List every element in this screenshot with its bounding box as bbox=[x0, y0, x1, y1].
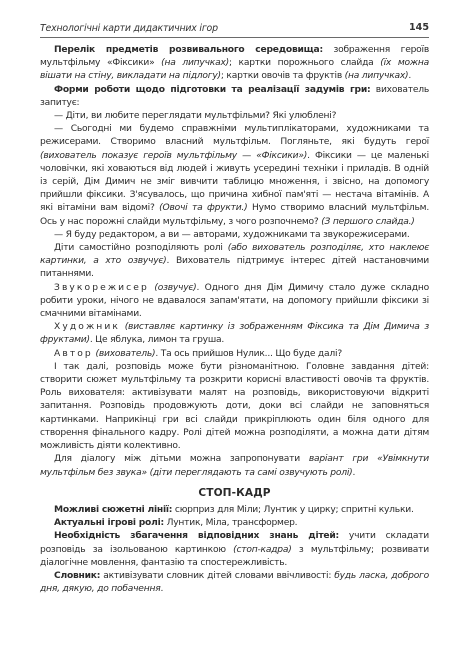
italic-run: (стоп-кадра) bbox=[233, 544, 292, 555]
role-name: Автор bbox=[54, 348, 93, 359]
dialogue-line: — Я буду редактором, а ви — авторами, художниками та звукорежисерами. bbox=[54, 229, 410, 240]
text-run: . Це яблука, лимон та груша. bbox=[89, 335, 225, 346]
running-header bbox=[40, 22, 429, 38]
work-forms-paragraph bbox=[40, 84, 429, 110]
vocabulary-label: Словник: bbox=[54, 570, 101, 581]
text-run: . Та ось прийшов Нулик... Що буде далі? bbox=[155, 348, 342, 359]
knowledge-paragraph bbox=[40, 530, 429, 570]
text-run: з мультфільму; розвивати діалогічне мовлення, фантазію та спостережливість. bbox=[40, 544, 429, 568]
text-run: . Одного дня Дім Димичу стало дуже складно робити уроки, нічого не вдавалося запам'ятати, на допомогу прийшли фіксики зі смачними вітамінами. bbox=[40, 282, 429, 320]
italic-run: (З першого слайда.) bbox=[321, 216, 415, 227]
game-roles-label: Актуальні ігрові ролі: bbox=[54, 518, 164, 529]
plot-lines-paragraph bbox=[40, 504, 429, 517]
text-run: зображення героїв мультфільму «Фіксики» bbox=[40, 45, 429, 69]
text-run: ; картки порожнього слайда bbox=[228, 58, 381, 69]
role-name: Художник bbox=[54, 322, 120, 333]
work-forms-label: Форми роботи щодо підготовки та реалізації задумів гри: bbox=[54, 84, 371, 95]
italic-run: (на липучках) bbox=[344, 71, 409, 82]
text-run: учити складати розповідь за ізольованою картинкою bbox=[40, 531, 429, 555]
roles-paragraph bbox=[40, 242, 429, 282]
text-run: Діти самостійно розподіляють ролі bbox=[54, 243, 228, 254]
running-header-title: Технологічні карти дидактичних ігор bbox=[40, 23, 218, 34]
italic-run: (Овочі та фрукти.) bbox=[159, 203, 248, 214]
role-line-sound-director bbox=[40, 282, 429, 322]
text-run: . Фіксики — це маленькі чоловічки, які ховаються від людей і живуть усередині техніки і приладів. В одній із серій, Дім Димич не зміг вивчити таблицю множення, і звісно, на допомогу прийшли фіксики. З'ясувалось, що причина хибної пам'яті — нестача вітамінів. А які вітаміни вам відомі? bbox=[40, 150, 430, 214]
variant-paragraph bbox=[40, 453, 429, 479]
text-run: вихователь запитує: bbox=[40, 84, 429, 108]
game-roles-paragraph bbox=[40, 517, 429, 530]
summary-paragraph: І так далі, розповідь може бути різноманітною. Головне завдання дітей: створити сюжет мультфільму та розкрити корисні властивості овочів та фруктів. Роль вихователя: активізувати малят на розповідь, використовуючи відкриті запитання. Розповідь продовжують доти, доки всі слайди не заповняться картинками. Наприкінці гри всі слайди прикріплюють один біля одного для створення фінального кадру. Ролі дітей можна розподіляти, а можна дати дітям можливість діяти колективно. bbox=[40, 361, 429, 452]
section-title: СТОП-КАДР bbox=[198, 486, 271, 499]
plot-lines-label: Можливі сюжетні лінії: bbox=[54, 504, 173, 515]
text-run: Лунтик, Міла, трансформер. bbox=[163, 518, 298, 529]
text-run: . Вихователь підтримує інтерес дітей настановчими питаннями. bbox=[40, 256, 429, 280]
dialogue-line: — Діти, ви любите переглядати мультфільми? Які улюблені? bbox=[54, 111, 337, 122]
text-run: активізувати словник дітей словами ввічливості: bbox=[100, 570, 335, 581]
role-line-author bbox=[40, 348, 429, 361]
text-run: ; картки овочів та фруктів bbox=[220, 71, 345, 82]
italic-run: (вихователь показує героїв мультфільму — «Фіксики») bbox=[40, 150, 308, 161]
dialogue-line bbox=[40, 123, 429, 229]
text-run: Нумо створимо власний мультфільм. Ось у нас порожні слайди мультфільму, з чого розпочнемо? bbox=[40, 203, 430, 227]
italic-run: (виставляє картинку із зображенням Фіксика та Дім Димича з фруктами) bbox=[40, 322, 429, 346]
materials-paragraph bbox=[40, 44, 429, 84]
text-run: Для діалогу між дітьми можна запропонувати bbox=[54, 454, 309, 465]
italic-run: (озвучує) bbox=[148, 282, 197, 293]
page-number: 145 bbox=[408, 22, 429, 33]
materials-label: Перелік предметів розвивального середовища: bbox=[54, 45, 323, 55]
role-name: Звукорежисер bbox=[54, 282, 149, 293]
text-run: . bbox=[352, 467, 356, 478]
italic-run: (на липучках) bbox=[161, 58, 229, 69]
vocabulary-paragraph bbox=[40, 570, 429, 596]
page-body bbox=[40, 44, 429, 596]
italic-run: (або вихователь розподіляє, хто наклеює картинки, а хто озвучує) bbox=[40, 243, 429, 267]
text-run: . bbox=[408, 71, 412, 82]
italic-run: варіант гри «Увімкнути мультфільм без звука» bbox=[40, 454, 429, 478]
italic-run: будь ласка, доброго дня, дякую, до побачення bbox=[40, 570, 429, 595]
text-run: сюрприз для Міли; Лунтик у цирку; спритні кульки. bbox=[172, 504, 414, 515]
role-line-artist bbox=[40, 321, 429, 347]
italic-run: (їх можна вішати на стіну, викладати на підлогу) bbox=[40, 58, 429, 82]
text-run: — Сьогодні ми будемо справжніми мультиплікаторами, художниками та режисерами. Створимо власний мультфільм. Погляньте, які будуть герої bbox=[40, 124, 429, 148]
knowledge-label: Необхідність збагачення відповідних знань дітей: bbox=[54, 531, 339, 542]
text-run: . bbox=[160, 584, 164, 595]
italic-run: (діти переглядають та самі озвучують ролі) bbox=[149, 467, 353, 478]
italic-run: (вихователь) bbox=[92, 348, 156, 359]
